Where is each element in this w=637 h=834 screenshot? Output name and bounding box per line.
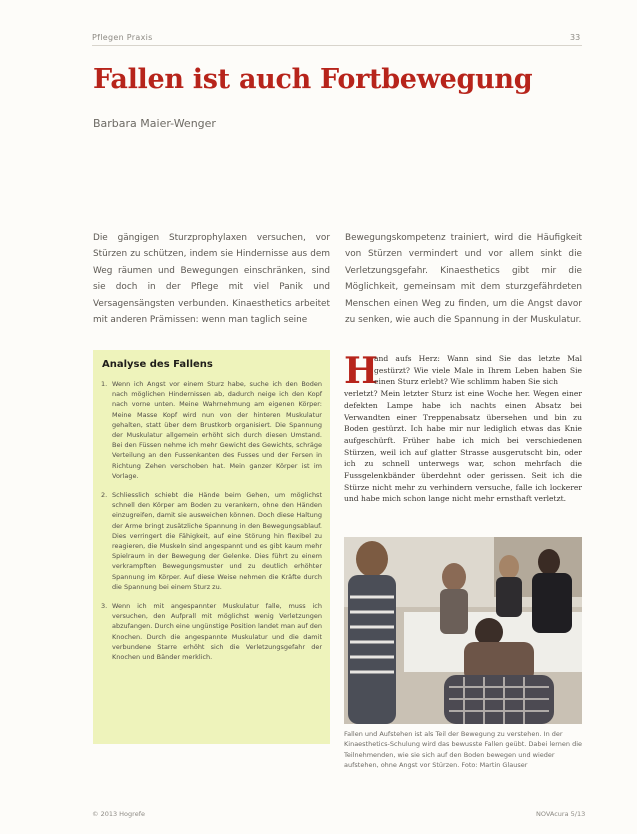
sidebar-title: Analyse des Fallens (102, 359, 213, 370)
footer-copyright: © 2013 Hogrefe (92, 810, 145, 818)
analysis-item (101, 601, 322, 662)
intro-right-column: Bewegungskompetenz trainiert, wird die Häufigkeit von Stürzen vermindert und vor allem sinkt die Verletzungsgefahr. Kinaesthetics gibt mir die Möglichkeit, gemeinsam mit dem sturzgefährdeten Menschen einen Weg zu finden, um die Angst davor zu senken, wie auch die Spannung in der Muskulatur. (345, 233, 582, 326)
analysis-item (101, 490, 322, 592)
footer-issue: NOVAcura 5/13 (536, 810, 586, 818)
analysis-item-number: 3. (101, 602, 108, 611)
analysis-item-number: 1. (101, 380, 108, 388)
header-rule (92, 45, 582, 46)
analysis-list (101, 379, 322, 662)
drop-cap: H (344, 350, 379, 392)
analysis-item-number: 2. (101, 491, 108, 500)
article-author: Barbara Maier-Wenger (93, 117, 216, 130)
analysis-item-text: Schliesslich schiebt die Hände beim Gehen, um möglichst schnell den Körper am Boden zu verankern, ohne den Händen einzugreifen, damit sie ausweichen können. Doch diese Haltung der Arme bringt zusätzliche Spannung in den Bewegungsablauf. Dies verringert die Fähigkeit, auf eine Störung hin flexibel zu reagieren, die Muskeln sind angespannt und es gibt kaum mehr Spielraum in der Bewegung der Gelenke. Dies führt zu einem verkrampften Bewegungsmuster und zu deutlich erhöhter Spannung im Körper. Auf diese Weise nehmen die Kräfte durch die Spannung bei einem Sturz zu. (112, 491, 322, 591)
intro-left-column: Die gängigen Sturzprophylaxen versuchen, vor Stürzen zu schützen, indem sie Hindernisse aus dem Weg räumen und Bewegungen einschränken, sind sie doch in der Pflege mit viel Panik und Versagensängsten verbunden. Kinaesthetics arbeitet mit anderen Prämissen: wenn man taglich seine (93, 233, 330, 326)
page-number: 33 (570, 33, 581, 42)
analysis-item (101, 379, 322, 481)
analysis-sidebar (93, 350, 330, 744)
workshop-photo-illustration (344, 537, 582, 724)
body-text-rest: verletzt? Mein letzter Sturz ist eine Woche her. Wegen einer defekten Lampe habe ich nachts einen Absatz bei Verwandten einer Treppenabsatz übersehen und bin zu Boden gestürzt. Ich habe mir nur lediglich etwas das Knie aufgeschürft. Früher habe ich mich bei verschiedenen Stürzen, weil ich auf glatter Strasse ausgerutscht bin, oder ich zu schnell unterwegs war, schon mehrfach die Fussgelenkbänder überdehnt oder gerissen. Seit ich die Stürze nicht mehr zu verhindern versuche, falle ich lockerer und habe mich schon lange nicht mehr ernsthaft verletzt. (344, 389, 582, 504)
analysis-item-text: Wenn ich mit angespannter Muskulatur falle, muss ich versuchen, den Aufprall mit möglichst wenig Verletzungen abzufangen. Durch eine ungünstige Position landet man auf den Knochen. Durch die angespannte Muskulatur und die damit verbundene Starre erhöht sich die Verletzungsgefahr der Knochen und Bänder merklich. (112, 602, 322, 662)
analysis-item-text: Wenn ich Angst vor einem Sturz habe, suche ich den Boden nach möglichen Hindernissen ab, dadurch neige ich den Kopf nach vorne unten. Meine Wahrnehmung am eigenen Körper: Meine Masse Kopf wird nun von der hinteren Muskulatur gehalten, statt über dem Brustkorb organisiert. Die Spannung der Muskulatur allgemein erhöht sich durch diesen Umstand. Bei den Füssen nehme ich mehr Gewicht des Gewichts, schräge Verteilung an den Fussenkanten des Fusses und der Fersen in Richtung Zehen verschoben hat. Mein ganzer Körper ist im Vorlage. (112, 380, 322, 480)
article-photo (344, 537, 582, 724)
article-title: Fallen ist auch Fortbewegung (93, 64, 533, 95)
body-text (344, 353, 582, 505)
body-text-first: and aufs Herz: Wann sind Sie das letzte Mal gestürzt? Wie viele Male in Ihrem Leben haben Sie einen Sturz erlebt? Wie schlimm haben Sie sich (374, 354, 582, 387)
running-head: Pflegen Praxis (92, 33, 153, 42)
photo-caption: Fallen und Aufstehen ist als Teil der Bewegung zu verstehen. In der Kinaesthetics-Schulung wird das bewusste Fallen geübt. Dabei lernen die Teilnehmenden, wie sie sich auf den Boden bewegen und wieder aufstehen, ohne Angst vor Stürzen. Foto: Martin Glauser (344, 730, 582, 770)
